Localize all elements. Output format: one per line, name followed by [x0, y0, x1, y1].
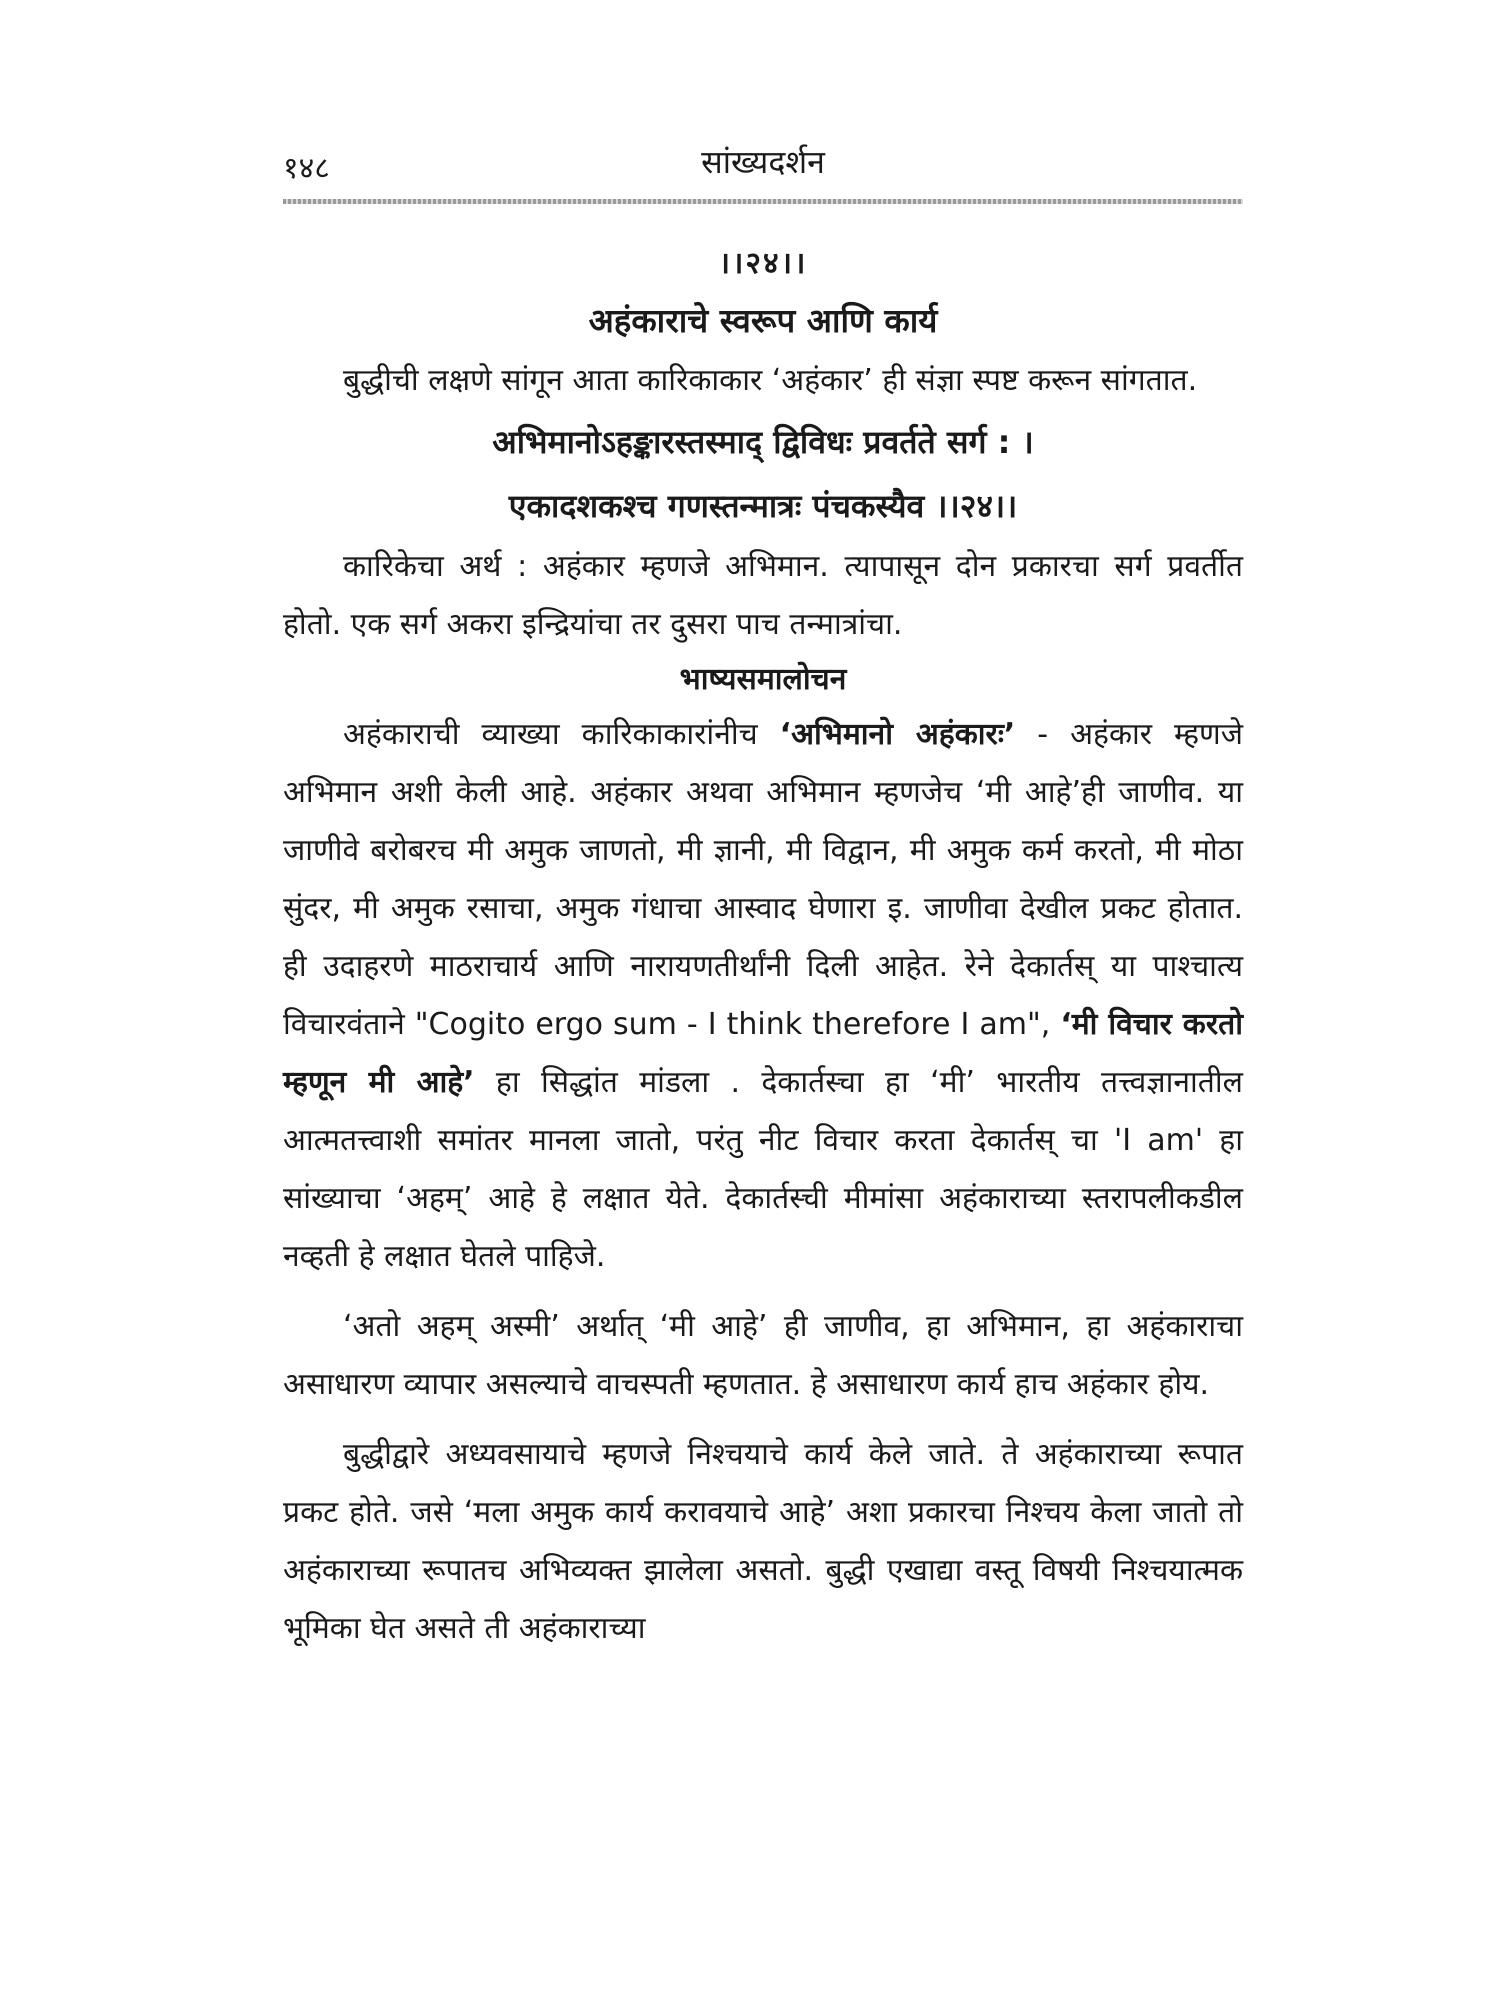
- running-title: सांख्यदर्शन: [701, 143, 825, 181]
- commentary-paragraph: [283, 706, 1243, 1286]
- header-divider: [283, 199, 1243, 204]
- page-body: [283, 238, 1243, 1658]
- para1-text-c: - अहंकार म्हणजे अभिमान अशी केली आहे. अहंकार अथवा अभिमान म्हणजेच ‘मी आहे’ही जाणीव. या जाणीवे बरोबरच मी अमुक जाणतो, मी ज्ञानी, मी विद्वान, मी अमुक कर्म करतो, मी मोठा सुंदर, मी अमुक रसाचा, अमुक गंधाचा आस्वाद घेणारा इ. जाणीवा देखील प्रकट होतात. ही उदाहरणे माठराचार्य आणि नारायणतीर्थांनी दिली आहेत. रेने देकार्तस् या पाश्चात्य विचारवंताने "Cogito ergo sum - I think therefore I am",: [283, 717, 1243, 1042]
- section-heading: अहंकाराचे स्वरूप आणि कार्य: [588, 301, 938, 340]
- intro-paragraph: बुद्धीची लक्षणे सांगून आता कारिकाकार ‘अहंकार’ ही संज्ञा स्पष्ट करून सांगतात.: [343, 363, 1198, 398]
- para1-text-e: हा सिद्धांत मांडला . देकार्तस्चा हा ‘मी’ भारतीय तत्त्वज्ञानातील आत्मतत्त्वाशी समांतर मानला जातो, परंतु नीट विचार करता देकार्तस् चा 'I am' हा सांख्याचा ‘अहम्’ आहे हे लक्षात येते. देकार्तस्ची मीमांसा अहंकाराच्या स्तरापलीकडील नव्हती हे लक्षात घेतले पाहिजे.: [283, 1065, 1243, 1274]
- karika-line-1: अभिमानोऽहङ्कारस्तस्माद् द्विविधः प्रवर्तते सर्ग : ।: [492, 423, 1034, 461]
- page-number: १४८: [283, 151, 330, 186]
- para1-bold-cogito: ‘मी विचार करतो म्हणून मी आहे’: [283, 1007, 1243, 1100]
- verse-number: ।।२४।।: [718, 246, 808, 281]
- page-header: [283, 140, 1243, 196]
- karika-line-2: एकादशकश्च गणस्तन्मात्रः पंचकस्यैव ।।२४।।: [508, 487, 1018, 525]
- commentary-heading: भाष्यसमालोचन: [679, 662, 847, 697]
- para1-bold-definition: ‘अभिमानो अहंकारः’: [779, 717, 1016, 752]
- paragraph-3: बुद्धीद्वारे अध्यवसायाचे म्हणजे निश्चयाचे कार्य केले जाते. ते अहंकाराच्या रूपात प्रकट होते. जसे ‘मला अमुक कार्य करावयाचे आहे’ अशा प्रकारचा निश्चय केला जातो तो अहंकाराच्या रूपातच अभिव्यक्त झालेला असतो. बुद्धी एखाद्या वस्तू विषयी निश्चयात्मक भूमिका घेत असते ती अहंकाराच्या: [283, 1437, 1243, 1646]
- meaning-paragraph: कारिकेचा अर्थ : अहंकार म्हणजे अभिमान. त्यापासून दोन प्रकारचा सर्ग प्रवर्तीत होतो. एक सर्ग अकरा इन्द्रियांचा तर दुसरा पाच तन्मात्रांचा.: [283, 549, 1243, 642]
- paragraph-2: ‘अतो अहम् अस्मी’ अर्थात् ‘मी आहे’ ही जाणीव, हा अभिमान, हा अहंकाराचा असाधारण व्यापार असल्याचे वाचस्पती म्हणतात. हे असाधारण कार्य हाच अहंकार होय.: [283, 1309, 1243, 1402]
- para1-text-a: अहंकाराची व्याख्या कारिकाकारांनीच: [343, 717, 780, 752]
